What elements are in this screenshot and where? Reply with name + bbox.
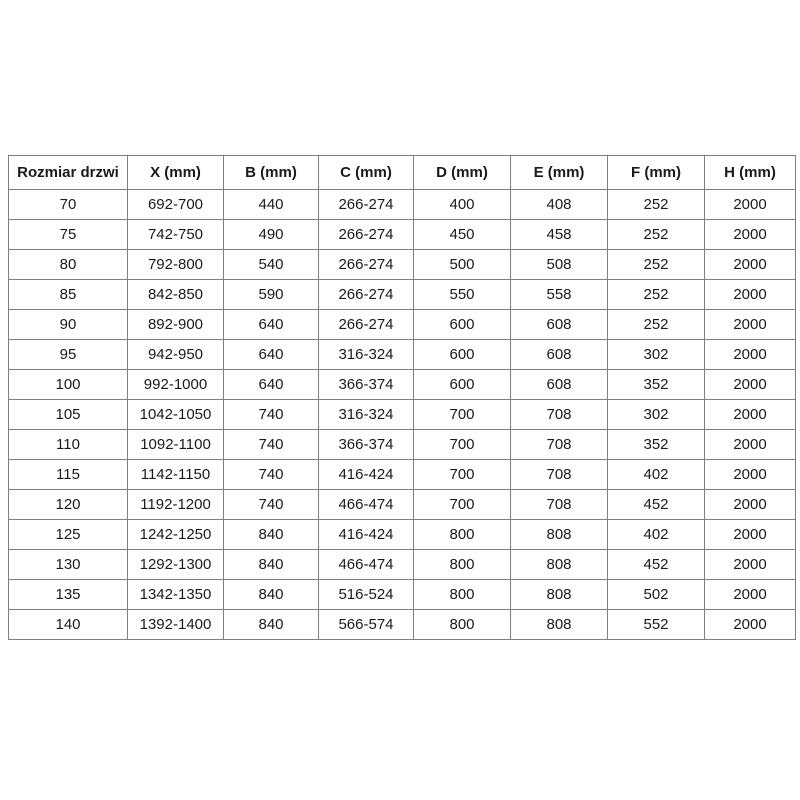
table-cell: 115 <box>9 460 128 490</box>
table-cell: 600 <box>414 370 511 400</box>
table-cell: 800 <box>414 580 511 610</box>
table-cell: 2000 <box>705 310 796 340</box>
table-cell: 2000 <box>705 190 796 220</box>
table-cell: 110 <box>9 430 128 460</box>
table-cell: 2000 <box>705 220 796 250</box>
table-cell: 708 <box>511 460 608 490</box>
table-cell: 2000 <box>705 280 796 310</box>
table-cell: 105 <box>9 400 128 430</box>
table-cell: 450 <box>414 220 511 250</box>
table-cell: 90 <box>9 310 128 340</box>
column-header: Rozmiar drzwi <box>9 156 128 190</box>
table-cell: 840 <box>224 550 319 580</box>
table-cell: 540 <box>224 250 319 280</box>
table-cell: 316-324 <box>319 340 414 370</box>
table-cell: 2000 <box>705 250 796 280</box>
table-cell: 708 <box>511 400 608 430</box>
table-cell: 2000 <box>705 550 796 580</box>
table-row <box>9 580 796 610</box>
table-row <box>9 550 796 580</box>
table-cell: 640 <box>224 310 319 340</box>
table-cell: 252 <box>608 250 705 280</box>
table-cell: 600 <box>414 310 511 340</box>
table-cell: 992-1000 <box>128 370 224 400</box>
table-cell: 2000 <box>705 460 796 490</box>
table-row <box>9 610 796 640</box>
table-cell: 266-274 <box>319 250 414 280</box>
table-row <box>9 400 796 430</box>
table-body <box>9 190 796 640</box>
table-cell: 700 <box>414 460 511 490</box>
table-cell: 700 <box>414 490 511 520</box>
table-cell: 352 <box>608 370 705 400</box>
table-cell: 70 <box>9 190 128 220</box>
table-cell: 550 <box>414 280 511 310</box>
table-cell: 458 <box>511 220 608 250</box>
table-cell: 808 <box>511 580 608 610</box>
column-header: E (mm) <box>511 156 608 190</box>
table-cell: 490 <box>224 220 319 250</box>
table-cell: 552 <box>608 610 705 640</box>
table-cell: 742-750 <box>128 220 224 250</box>
table-cell: 608 <box>511 370 608 400</box>
table-cell: 608 <box>511 310 608 340</box>
table-cell: 416-424 <box>319 460 414 490</box>
table-cell: 808 <box>511 520 608 550</box>
table-cell: 1392-1400 <box>128 610 224 640</box>
table-cell: 708 <box>511 490 608 520</box>
door-size-table <box>8 155 796 640</box>
table-cell: 640 <box>224 340 319 370</box>
table-cell: 502 <box>608 580 705 610</box>
table-row <box>9 430 796 460</box>
table-cell: 440 <box>224 190 319 220</box>
table-cell: 740 <box>224 460 319 490</box>
table-cell: 100 <box>9 370 128 400</box>
table-cell: 792-800 <box>128 250 224 280</box>
table-cell: 266-274 <box>319 190 414 220</box>
table-cell: 252 <box>608 220 705 250</box>
table-cell: 808 <box>511 550 608 580</box>
table-cell: 1092-1100 <box>128 430 224 460</box>
table-row <box>9 190 796 220</box>
table-row <box>9 340 796 370</box>
table-cell: 266-274 <box>319 280 414 310</box>
table-cell: 130 <box>9 550 128 580</box>
table-row <box>9 520 796 550</box>
table-cell: 500 <box>414 250 511 280</box>
table-cell: 892-900 <box>128 310 224 340</box>
table-cell: 266-274 <box>319 310 414 340</box>
table-cell: 2000 <box>705 340 796 370</box>
table-cell: 2000 <box>705 370 796 400</box>
table-cell: 516-524 <box>319 580 414 610</box>
table-cell: 692-700 <box>128 190 224 220</box>
table-cell: 708 <box>511 430 608 460</box>
table-row <box>9 460 796 490</box>
table-cell: 400 <box>414 190 511 220</box>
table-cell: 2000 <box>705 430 796 460</box>
table-cell: 566-574 <box>319 610 414 640</box>
table-cell: 590 <box>224 280 319 310</box>
column-header: F (mm) <box>608 156 705 190</box>
table-cell: 740 <box>224 430 319 460</box>
table-cell: 352 <box>608 430 705 460</box>
table-cell: 600 <box>414 340 511 370</box>
table-cell: 700 <box>414 430 511 460</box>
table-cell: 700 <box>414 400 511 430</box>
table-cell: 2000 <box>705 610 796 640</box>
table-cell: 558 <box>511 280 608 310</box>
table-cell: 508 <box>511 250 608 280</box>
table-row <box>9 370 796 400</box>
table-cell: 252 <box>608 280 705 310</box>
table-cell: 316-324 <box>319 400 414 430</box>
table-cell: 1342-1350 <box>128 580 224 610</box>
table-cell: 840 <box>224 520 319 550</box>
table-cell: 366-374 <box>319 370 414 400</box>
table-cell: 266-274 <box>319 220 414 250</box>
table-cell: 608 <box>511 340 608 370</box>
column-header: C (mm) <box>319 156 414 190</box>
table-cell: 85 <box>9 280 128 310</box>
table-cell: 800 <box>414 550 511 580</box>
table-cell: 1192-1200 <box>128 490 224 520</box>
table-cell: 2000 <box>705 490 796 520</box>
table-cell: 452 <box>608 490 705 520</box>
table-cell: 2000 <box>705 520 796 550</box>
table-cell: 366-374 <box>319 430 414 460</box>
table-cell: 75 <box>9 220 128 250</box>
table-cell: 80 <box>9 250 128 280</box>
table-row <box>9 310 796 340</box>
column-header: H (mm) <box>705 156 796 190</box>
table-cell: 452 <box>608 550 705 580</box>
table-cell: 302 <box>608 340 705 370</box>
table-cell: 942-950 <box>128 340 224 370</box>
table-cell: 808 <box>511 610 608 640</box>
table-cell: 466-474 <box>319 490 414 520</box>
column-header: B (mm) <box>224 156 319 190</box>
table-cell: 800 <box>414 610 511 640</box>
table-cell: 120 <box>9 490 128 520</box>
header-row <box>9 156 796 190</box>
table-cell: 252 <box>608 310 705 340</box>
table-row <box>9 250 796 280</box>
table-cell: 1242-1250 <box>128 520 224 550</box>
table-cell: 466-474 <box>319 550 414 580</box>
table-cell: 1042-1050 <box>128 400 224 430</box>
table-cell: 1292-1300 <box>128 550 224 580</box>
table-cell: 2000 <box>705 580 796 610</box>
table-row <box>9 220 796 250</box>
table-cell: 402 <box>608 460 705 490</box>
table-cell: 252 <box>608 190 705 220</box>
table-cell: 416-424 <box>319 520 414 550</box>
table-cell: 95 <box>9 340 128 370</box>
table-cell: 302 <box>608 400 705 430</box>
table-cell: 125 <box>9 520 128 550</box>
column-header: D (mm) <box>414 156 511 190</box>
table-cell: 135 <box>9 580 128 610</box>
table-cell: 140 <box>9 610 128 640</box>
table-cell: 800 <box>414 520 511 550</box>
table-cell: 840 <box>224 580 319 610</box>
table-cell: 402 <box>608 520 705 550</box>
column-header: X (mm) <box>128 156 224 190</box>
table-cell: 2000 <box>705 400 796 430</box>
table-cell: 1142-1150 <box>128 460 224 490</box>
table-cell: 408 <box>511 190 608 220</box>
table-cell: 842-850 <box>128 280 224 310</box>
table-cell: 640 <box>224 370 319 400</box>
table-cell: 840 <box>224 610 319 640</box>
table-cell: 740 <box>224 400 319 430</box>
table-row <box>9 280 796 310</box>
table-cell: 740 <box>224 490 319 520</box>
table-row <box>9 490 796 520</box>
